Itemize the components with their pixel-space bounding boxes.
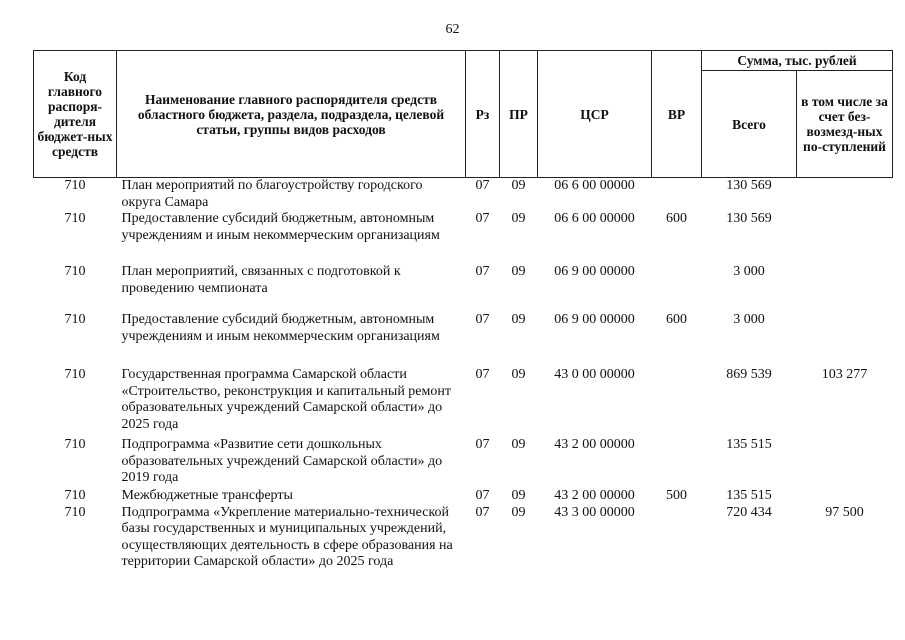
cell-rz: 07 bbox=[475, 211, 490, 226]
table-body bbox=[34, 178, 893, 590]
cell-code: 710 bbox=[64, 211, 86, 226]
header-gratuitous: в том числе за счет без-возмезд-ных по-ступлений bbox=[797, 71, 893, 178]
table-row bbox=[34, 488, 893, 505]
cell-name: Подпрограмма «Укрепление материально-технической базы государственных и муниципальных учреждений, осуществляющих деятельность в сфере образования на территории Самарской области» до 2025 года bbox=[121, 504, 453, 569]
cell-name: Предоставление субсидий бюджетным, автономным учреждениям и иным некоммерческим организациям bbox=[121, 312, 440, 344]
cell-name: Межбюджетные трансферты bbox=[121, 488, 293, 503]
header-rz: Рз bbox=[466, 51, 500, 178]
cell-rz: 07 bbox=[475, 367, 490, 382]
table-row bbox=[34, 264, 893, 312]
cell-rz: 07 bbox=[475, 437, 490, 452]
cell-name: План мероприятий по благоустройству городского округа Самара bbox=[121, 178, 423, 210]
table-row bbox=[34, 367, 893, 437]
cell-name: План мероприятий, связанных с подготовкой к проведению чемпионата bbox=[121, 264, 401, 296]
cell-vr bbox=[652, 367, 702, 437]
cell-pr: 09 bbox=[511, 437, 526, 452]
cell-csr: 43 0 00 00000 bbox=[554, 367, 635, 382]
cell-vr: 500 bbox=[666, 488, 687, 503]
cell-rz: 07 bbox=[475, 264, 490, 279]
cell-code: 710 bbox=[64, 488, 86, 503]
header-name: Наименование главного распорядителя средств областного бюджета, раздела, подраздела, целевой статьи, группы видов расходов bbox=[117, 51, 466, 178]
cell-csr: 43 2 00 00000 bbox=[554, 437, 635, 452]
cell-vr bbox=[652, 178, 702, 212]
cell-pr: 09 bbox=[511, 211, 526, 226]
page-number: 62 bbox=[445, 22, 460, 37]
cell-csr: 06 6 00 00000 bbox=[554, 178, 635, 193]
cell-name: Подпрограмма «Развитие сети дошкольных образовательных учреждений Самарской области» до 2019 года bbox=[121, 437, 443, 485]
budget-table bbox=[33, 50, 893, 590]
cell-gratuitous bbox=[797, 312, 893, 367]
table-row bbox=[34, 211, 893, 264]
cell-rz: 07 bbox=[475, 312, 490, 327]
cell-code: 710 bbox=[64, 264, 86, 279]
cell-pr: 09 bbox=[511, 488, 526, 503]
cell-gratuitous: 97 500 bbox=[825, 504, 864, 520]
cell-rz: 07 bbox=[475, 488, 490, 503]
budget-table-container bbox=[33, 50, 893, 590]
cell-code: 710 bbox=[64, 312, 86, 327]
cell-gratuitous bbox=[797, 488, 893, 505]
table-row bbox=[34, 437, 893, 488]
cell-vr bbox=[652, 505, 702, 590]
cell-code: 710 bbox=[64, 437, 86, 452]
table-row bbox=[34, 312, 893, 367]
cell-csr: 06 6 00 00000 bbox=[554, 211, 635, 226]
cell-total: 869 539 bbox=[726, 367, 772, 382]
cell-pr: 09 bbox=[511, 367, 526, 382]
cell-pr: 09 bbox=[511, 312, 526, 327]
cell-total: 3 000 bbox=[733, 312, 765, 327]
table-header bbox=[34, 51, 893, 178]
cell-total: 130 569 bbox=[726, 178, 772, 193]
cell-code: 710 bbox=[64, 178, 86, 193]
cell-name: Государственная программа Самарской области «Строительство, реконструкция и капитальный ремонт образовательных учреждений Самарской области» до 2025 года bbox=[121, 367, 451, 432]
cell-total: 135 515 bbox=[726, 437, 772, 452]
cell-total: 3 000 bbox=[733, 264, 765, 279]
cell-vr bbox=[652, 264, 702, 312]
cell-vr bbox=[652, 437, 702, 488]
cell-csr: 43 2 00 00000 bbox=[554, 488, 635, 503]
header-sum-group: Сумма, тыс. рублей bbox=[702, 51, 893, 71]
header-pr: ПР bbox=[500, 51, 538, 178]
cell-rz: 07 bbox=[475, 178, 490, 193]
cell-total: 135 515 bbox=[726, 488, 772, 503]
cell-rz: 07 bbox=[475, 504, 490, 520]
cell-gratuitous bbox=[797, 178, 893, 212]
cell-pr: 09 bbox=[511, 178, 526, 193]
cell-gratuitous: 103 277 bbox=[821, 367, 868, 382]
header-code: Код главного распоря-дителя бюджет-ных средств bbox=[34, 51, 117, 178]
cell-csr: 43 3 00 00000 bbox=[554, 504, 635, 520]
table-row bbox=[34, 505, 893, 590]
cell-total: 130 569 bbox=[726, 211, 772, 226]
cell-vr: 600 bbox=[666, 312, 687, 327]
cell-gratuitous bbox=[797, 211, 893, 264]
header-vr: ВР bbox=[652, 51, 702, 178]
cell-code: 710 bbox=[64, 504, 86, 520]
cell-pr: 09 bbox=[511, 264, 526, 279]
header-total: Всего bbox=[702, 71, 797, 178]
cell-csr: 06 9 00 00000 bbox=[554, 264, 635, 279]
cell-gratuitous bbox=[797, 264, 893, 312]
table-row bbox=[34, 178, 893, 212]
header-csr: ЦСР bbox=[538, 51, 652, 178]
cell-name: Предоставление субсидий бюджетным, автономным учреждениям и иным некоммерческим организациям bbox=[121, 211, 440, 243]
cell-code: 710 bbox=[64, 367, 86, 382]
cell-total: 720 434 bbox=[726, 504, 772, 520]
cell-gratuitous bbox=[797, 437, 893, 488]
cell-csr: 06 9 00 00000 bbox=[554, 312, 635, 327]
cell-pr: 09 bbox=[511, 504, 526, 520]
cell-vr: 600 bbox=[666, 211, 687, 226]
